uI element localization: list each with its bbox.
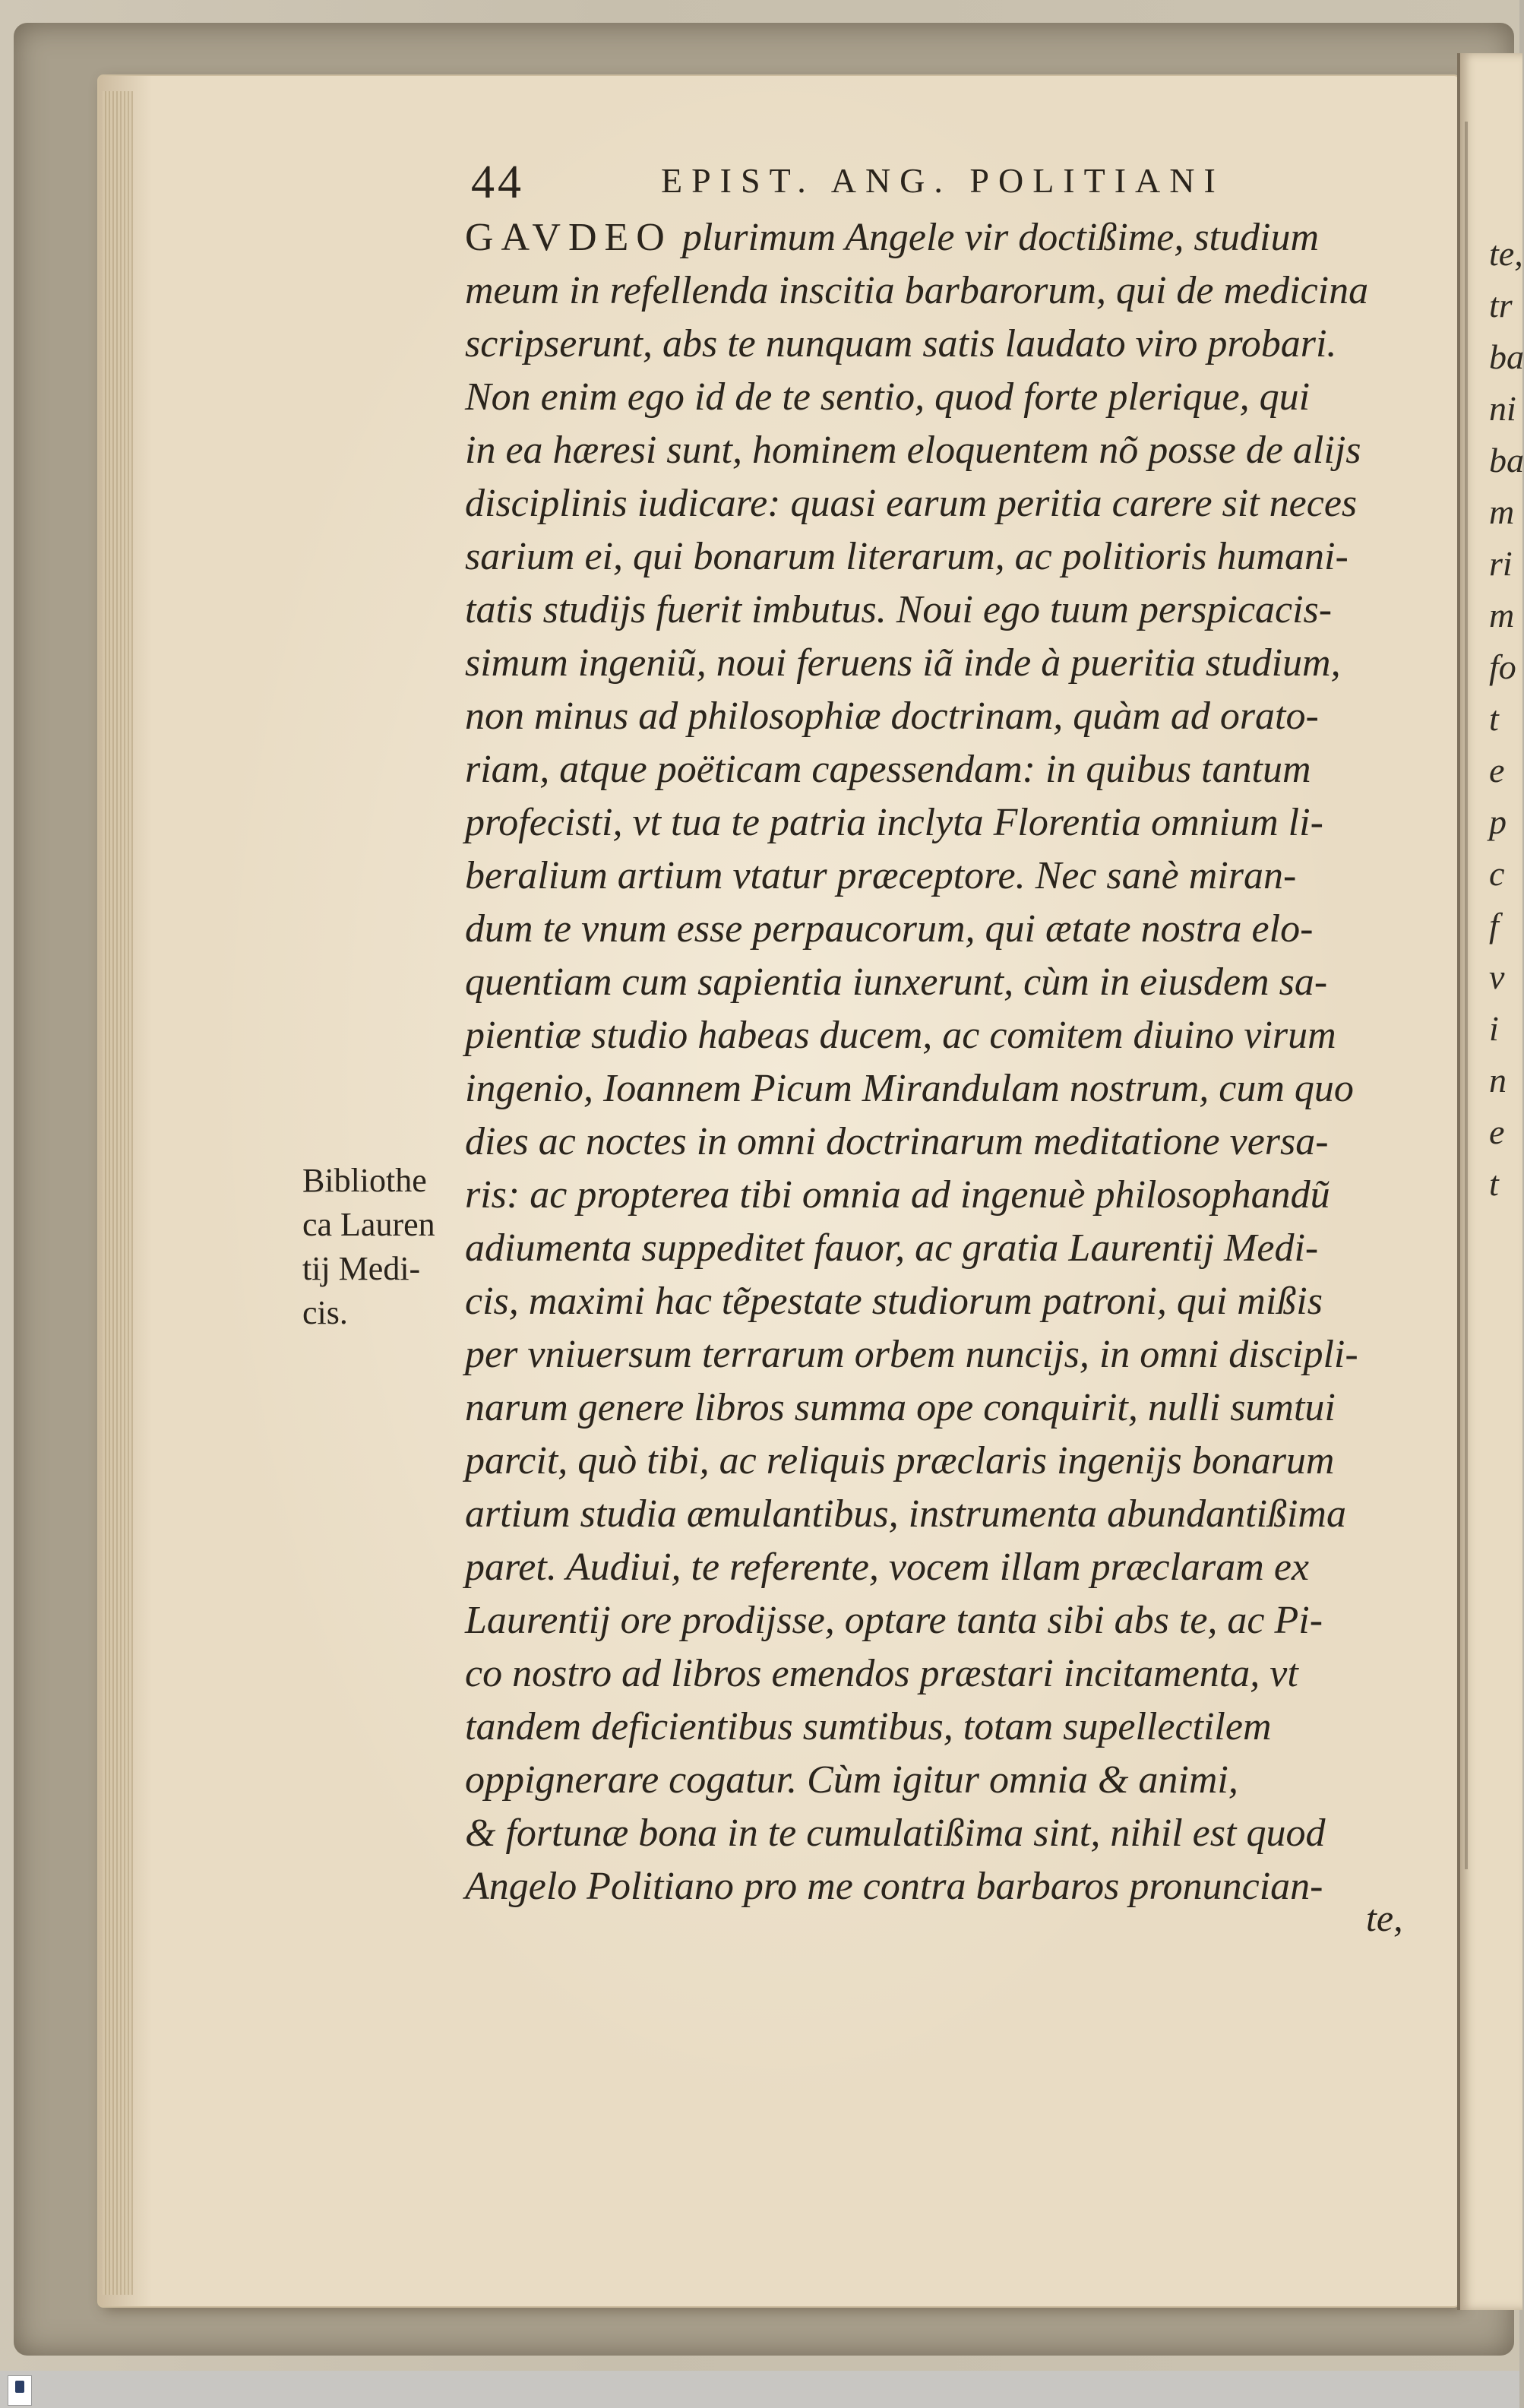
text-line [465,1435,1453,1488]
library-logo-icon [8,2375,32,2406]
facing-page-text [1489,228,1524,1210]
line-text: dies ac noctes in omni doctrinarum meditatione versa- [465,1120,1329,1163]
text-line [465,850,1453,903]
text-line [465,637,1453,690]
line-text: quentiam cum sapientia iunxerunt, cùm in eiusdem sa- [465,960,1328,1004]
page-header [471,156,1443,209]
line-text: cis, maximi hac tẽpestate studiorum patroni, qui mißis [465,1280,1323,1323]
page-edges [103,91,133,2295]
line-text: oppignerare cogatur. Cùm igitur omnia & animi, [465,1758,1238,1802]
line-text: per vniuersum terrarum orbem nuncijs, in omni discipli- [465,1333,1358,1376]
facing-fragment: e [1489,1112,1505,1151]
line-text: parcit, quò tibi, ac reliquis præclaris ingenijs bonarum [465,1439,1335,1482]
facing-fragment: tr [1489,286,1513,324]
text-line [465,1222,1453,1275]
text-line [465,1115,1453,1169]
page-number: 44 [471,157,524,208]
line-text: Non enim ego id de te sentio, quod forte plerique, qui [465,375,1311,419]
line-text: meum in refellenda inscitia barbarorum, qui de medicina [465,269,1369,312]
text-line [465,1701,1453,1754]
line-text: tatis studijs fuerit imbutus. Noui ego tuum perspicacis- [465,588,1333,631]
margin-note-line: tij Medi- [302,1250,421,1287]
line-text: Laurentij ore prodijsse, optare tanta sibi abs te, ac Pi- [465,1599,1323,1642]
facing-fragment: ni [1489,389,1516,428]
text-line [465,903,1453,956]
text-line [465,264,1453,318]
text-line [465,1860,1453,1913]
facing-page-shadow [1465,122,1468,1869]
line-text: plurimum Angele vir doctißime, studium [672,216,1319,259]
facing-fragment: p [1489,802,1507,841]
line-text: ingenio, Ioannem Picum Mirandulam nostrum, cum quo [465,1067,1354,1110]
line-text: & fortunæ bona in te cumulatißima sint, nihil est quod [465,1812,1326,1855]
line-text: scripserunt, abs te nunquam satis laudato viro probari. [465,322,1337,365]
facing-fragment: ba [1489,441,1524,479]
facing-fragment: ri [1489,544,1513,583]
facing-fragment: c [1489,854,1505,893]
line-text: adiumenta suppeditet fauor, ac gratia Laurentij Medi- [465,1226,1319,1270]
text-line [465,1062,1453,1115]
text-line [465,1754,1453,1807]
line-text: pientiæ studio habeas ducem, ac comitem diuino virum [465,1014,1336,1057]
line-text: tandem deficientibus sumtibus, totam supellectilem [465,1705,1272,1748]
margin-note-line: Bibliothe [302,1162,427,1199]
facing-fragment: v [1489,957,1505,996]
line-text: artium studia æmulantibus, instrumenta abundantißima [465,1492,1346,1536]
facing-fragment: e [1489,751,1505,789]
opening-word: GAVDEO [465,216,672,259]
line-text: in ea hæresi sunt, hominem eloquentem nõ posse de alijs [465,429,1361,472]
main-text [465,211,1453,1913]
text-line [465,1169,1453,1222]
margin-note-line: cis. [302,1294,348,1331]
facing-fragment: t [1489,1164,1499,1203]
viewer-footer [0,2371,1519,2408]
text-line [465,743,1453,796]
running-head: EPIST. ANG. POLITIANI [661,161,1225,200]
text-line [465,956,1453,1009]
text-line [465,690,1453,743]
text-line [465,1328,1453,1381]
line-text: riam, atque poëticam capessendam: in quibus tantum [465,748,1311,791]
text-line [465,424,1453,477]
line-text: profecisti, vt tua te patria inclyta Florentia omnium li- [465,801,1323,844]
line-text: sarium ei, qui bonarum literarum, ac politioris humani- [465,535,1349,578]
margin-note-line: ca Lauren [302,1206,435,1243]
facing-fragment: t [1489,699,1499,738]
line-text: Angelo Politiano pro me contra barbaros pronuncian- [465,1865,1323,1908]
facing-fragment: m [1489,596,1515,634]
line-text: narum genere libros summa ope conquirit, nulli sumtui [465,1386,1336,1429]
text-line [465,477,1453,530]
facing-fragment: te, [1489,234,1523,273]
line-text: ris: ac propterea tibi omnia ad ingenuè philosophandũ [465,1173,1330,1217]
facing-fragment: ba [1489,337,1524,376]
text-line [465,1647,1453,1701]
text-line [465,1009,1453,1062]
facing-fragment: i [1489,1009,1499,1048]
text-line [465,584,1453,637]
text-line [465,530,1453,584]
text-line [465,1594,1453,1647]
text-line [465,371,1453,424]
facing-fragment: n [1489,1061,1507,1100]
text-line [465,318,1453,371]
catchword: te, [1366,1897,1403,1939]
text-line [465,796,1453,850]
line-text: dum te vnum esse perpaucorum, qui ætate nostra elo- [465,907,1314,951]
line-text: simum ingeniũ, noui feruens iã inde à pueritia studium, [465,641,1341,685]
text-line [465,1541,1453,1594]
facing-fragment: f [1489,906,1499,945]
line-text: disciplinis iudicare: quasi earum peritia carere sit neces [465,482,1358,525]
text-line [465,1275,1453,1328]
text-line [465,211,1453,264]
facing-fragment: fo [1489,647,1516,686]
line-text: co nostro ad libros emendos præstari incitamenta, vt [465,1652,1298,1695]
text-line [465,1488,1453,1541]
text-line [465,1381,1453,1435]
facing-fragment: m [1489,492,1515,531]
line-text: paret. Audiui, te referente, vocem illam præclaram ex [465,1546,1309,1589]
line-text: non minus ad philosophiæ doctrinam, quàm ad orato- [465,695,1319,738]
text-line [465,1807,1453,1860]
line-text: beralium artium vtatur præceptore. Nec sanè miran- [465,854,1297,897]
margin-note [302,1159,462,1335]
